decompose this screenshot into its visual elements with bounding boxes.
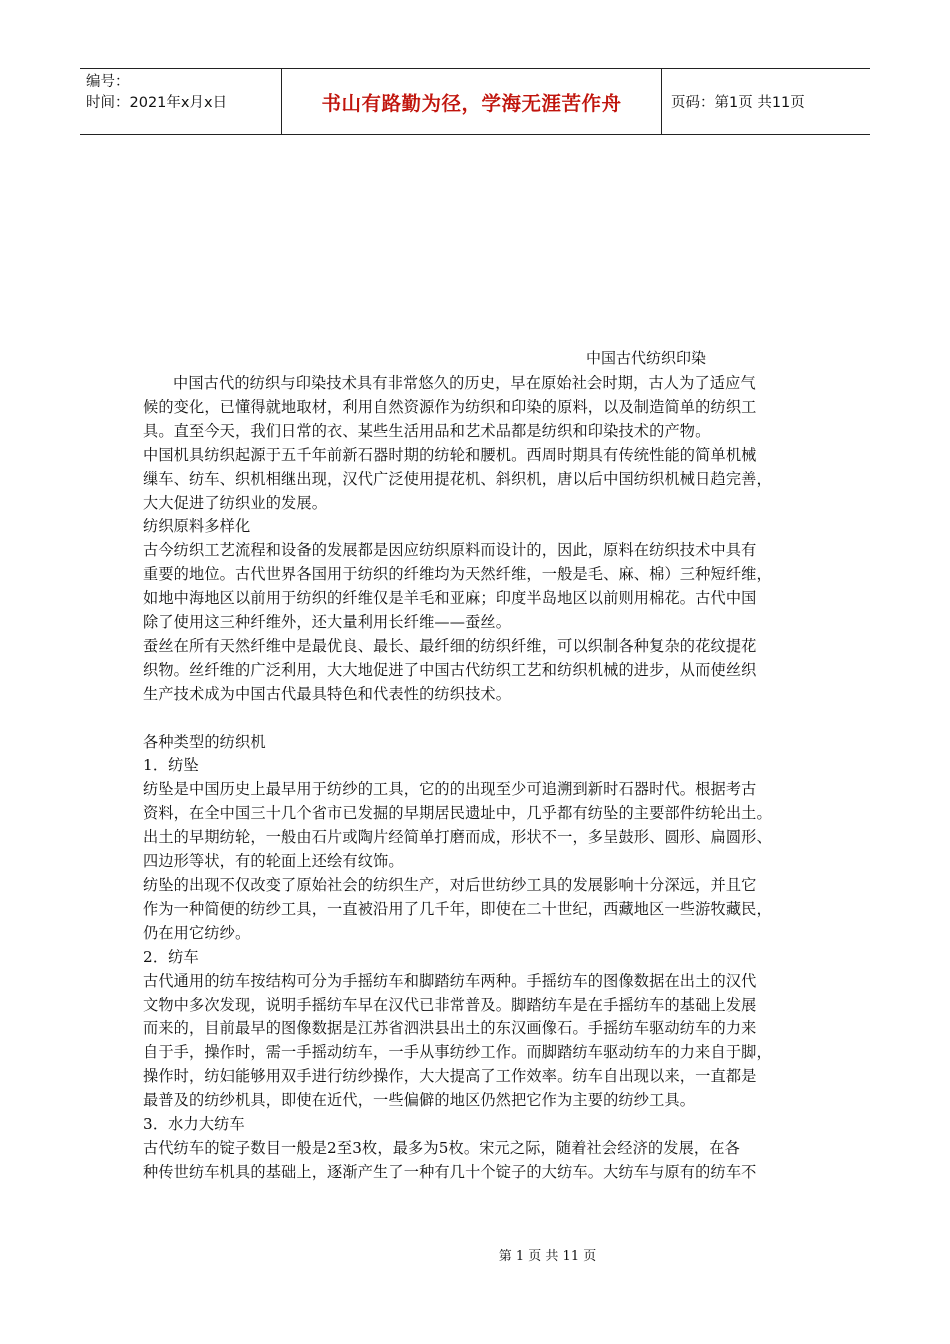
header-page-info: 页码：第1页 共11页 (671, 95, 805, 111)
body-line: 中国古代的纺织与印染技术具有非常悠久的历史，早在原始社会时期，古人为了适应气 (173, 374, 756, 392)
body-line: 候的变化，已懂得就地取材，利用自然资源作为纺织和印染的原料，以及制造简单的纺织工 (143, 397, 757, 416)
body-line: 操作时，纺妇能够用双手进行纺纱操作，大大提高了工作效率。纺车自出现以来，一直都是 (143, 1067, 757, 1086)
document-time-label: 时间：2021年x月x日 (86, 95, 228, 111)
body-line: 四边形等状，有的轮面上还绘有纹饰。 (143, 852, 404, 871)
header-meta-cell (80, 69, 282, 134)
subsection-heading: 2．纺车 (143, 947, 199, 966)
body-line: 古代通用的纺车按结构可分为手摇纺车和脚踏纺车两种。手摇纺车的图像数据在出土的汉代 (143, 971, 757, 990)
subsection-heading: 1．纺坠 (143, 756, 199, 775)
section-heading: 纺织原料多样化 (143, 517, 251, 536)
body-line: 文物中多次发现，说明手摇纺车早在汉代已非常普及。脚踏纺车是在手摇纺车的基础上发展 (143, 995, 757, 1014)
body-line: 缫车、纺车、织机相继出现，汉代广泛使用提花机、斜织机，唐以后中国纺织机械日趋完善， (143, 469, 772, 488)
body-line: 作为一种简便的纺纱工具，一直被沿用了几千年，即使在二十世纪，西藏地区一些游牧藏民， (143, 899, 772, 918)
body-line: 最普及的纺纱机具，即使在近代，一些偏僻的地区仍然把它作为主要的纺纱工具。 (143, 1091, 696, 1110)
body-line: 纺坠的出现不仅改变了原始社会的纺织生产，对后世纺纱工具的发展影响十分深远，并且它 (143, 876, 757, 895)
body-line: 如地中海地区以前用于纺织的纤维仅是羊毛和亚麻；印度半岛地区以前则用棉花。古代中国 (143, 589, 757, 608)
page-header (80, 68, 870, 135)
body-line: 重要的地位。古代世界各国用于纺织的纤维均为天然纤维，一般是毛、麻、棉）三种短纤维， (143, 565, 772, 584)
document-title: 中国古代纺织印染 (586, 349, 707, 367)
section-heading: 各种类型的纺织机 (143, 732, 266, 751)
body-line: 仍在用它纺纱。 (143, 923, 251, 942)
document-body (143, 372, 823, 1185)
body-line: 而来的，目前最早的图像数据是江苏省泗洪县出土的东汉画像石。手摇纺车驱动纺车的力来 (143, 1019, 757, 1038)
body-line: 出土的早期纺轮，一般由石片或陶片经简单打磨而成，形状不一，多呈鼓形、圆形、扁圆形、 (143, 828, 772, 847)
header-motto: 书山有路勤为径，学海无涯苦作舟 (321, 91, 622, 115)
body-line: 种传世纺车机具的基础上，逐渐产生了一种有几十个锭子的大纺车。大纺车与原有的纺车不 (143, 1162, 757, 1181)
body-line: 织物。丝纤维的广泛利用，大大地促进了中国古代纺织工艺和纺织机械的进步，从而使丝织 (143, 660, 757, 679)
header-motto-cell (282, 69, 662, 134)
header-page-cell (662, 69, 870, 134)
body-line: 生产技术成为中国古代最具特色和代表性的纺织技术。 (143, 684, 512, 703)
body-line: 蚕丝在所有天然纤维中是最优良、最长、最纤细的纺织纤维，可以织制各种复杂的花纹提花 (143, 636, 757, 655)
document-number-label: 编号： (86, 74, 130, 90)
blank-line (143, 707, 823, 731)
body-line: 除了使用这三种纤维外，还大量利用长纤维——蚕丝。 (143, 613, 512, 632)
body-line: 大大促进了纺织业的发展。 (143, 493, 328, 512)
subsection-heading: 3．水力大纺车 (143, 1115, 245, 1134)
body-line: 具。直至今天，我们日常的衣、某些生活用品和艺术品都是纺织和印染技术的产物。 (143, 421, 711, 440)
body-line: 古代纺车的锭子数目一般是2至3枚，最多为5枚。宋元之际，随着社会经济的发展，在各 (143, 1138, 740, 1157)
body-line: 自于手，操作时，需一手摇动纺车，一手从事纺纱工作。而脚踏纺车驱动纺车的力来自于脚， (143, 1043, 772, 1062)
body-line: 纺坠是中国历史上最早用于纺纱的工具，它的的出现至少可追溯到新时石器时代。根据考古 (143, 780, 757, 799)
body-line: 资料，在全中国三十几个省市已发掘的早期居民遗址中，几乎都有纺坠的主要部件纺轮出土。 (143, 804, 772, 823)
body-line: 古今纺织工艺流程和设备的发展都是因应纺织原料而设计的，因此，原料在纺织技术中具有 (143, 541, 757, 560)
page-footer: 第 1 页 共 11 页 (498, 1249, 597, 1264)
body-line: 中国机具纺织起源于五千年前新石器时期的纺轮和腰机。西周时期具有传统性能的简单机械 (143, 445, 757, 464)
